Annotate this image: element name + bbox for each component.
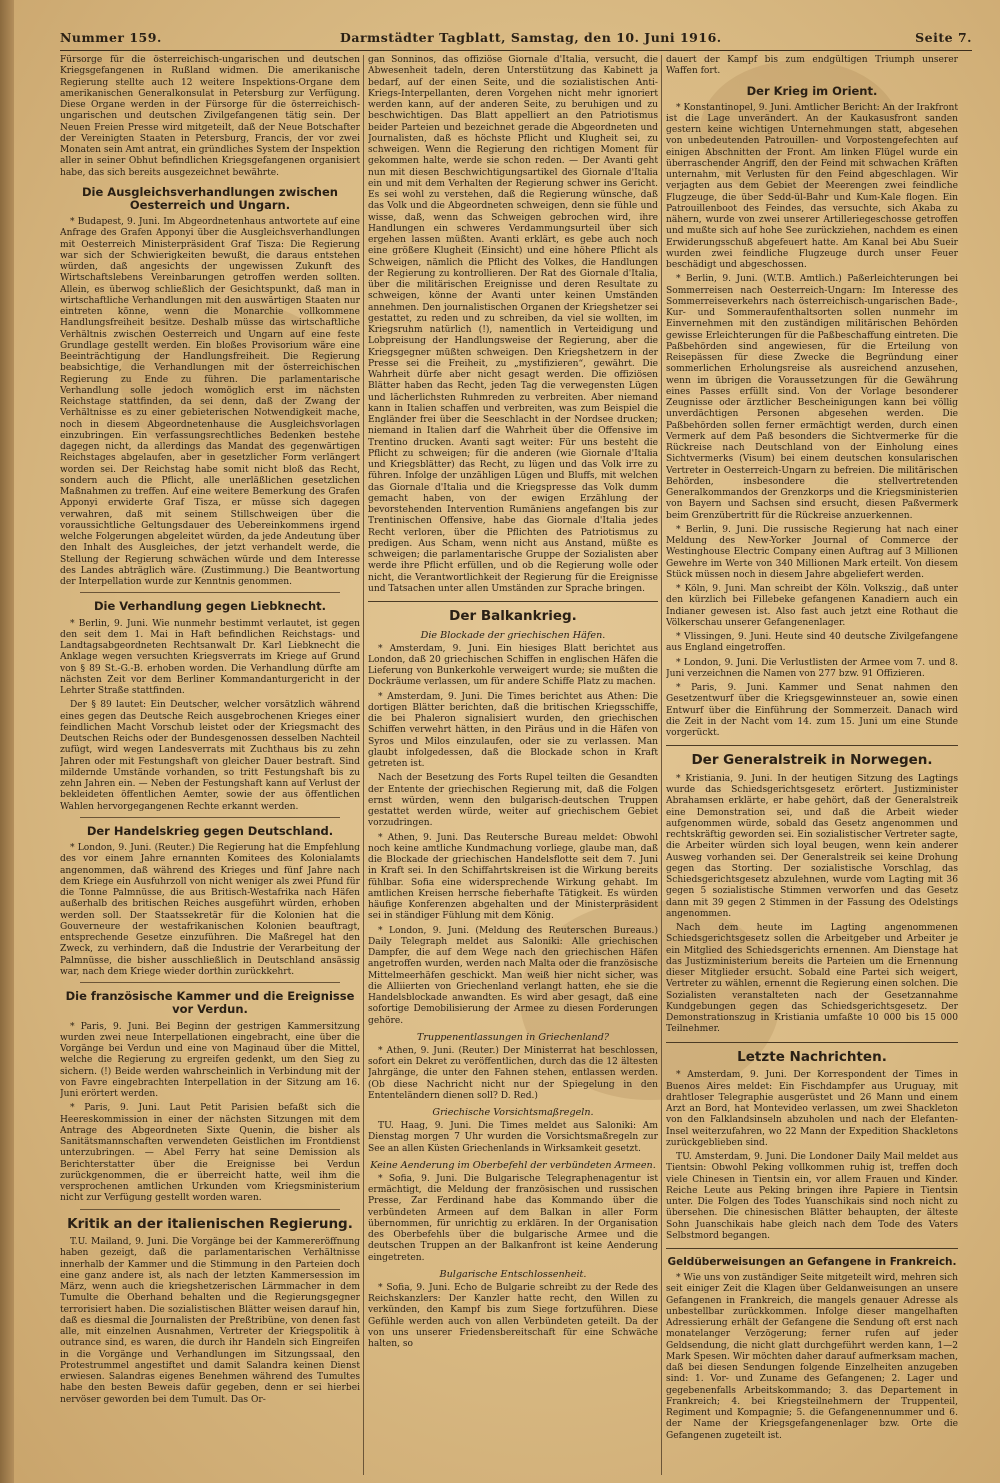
sub-headline: Truppenentlassungen in Griechenland? xyxy=(416,1031,609,1043)
article-headline: Der Krieg im Orient. xyxy=(746,83,878,98)
page-number: Seite 7. xyxy=(915,30,972,45)
article-headline: Die französische Kammer und die Ereignisse vor Verdun. xyxy=(65,989,355,1017)
article-text: * Konstantinopel, 9. Juni. Amtlicher Bericht: An der Irakfront ist die Lage unverändert. An der Kaukasusfront sanden gestern keine wichtigen Unternehmungen statt, abgesehen von unbedeutenden Patrouillen- und Vorpostengefechten auf einigen Abschnitten der Front. Am linken Flügel wurde ein überraschender Angriff, den der Feind mit schwachen Kräften unternahm, mit Verlusten für den Feind abgeschlagen. Wir verjagten aus dem Gebiet der Meerengen zwei feindliche Flugzeuge, die über Sedd-ül-Bahr und Kum-Kale flogen. Ein Patrouillenboot des Feindes, das versuchte, sich Akaba zu nähern, wurde von zwei unserer Artilleriegeschosse getroffen und mußte sich auf hohe See zurückziehen, nachdem es einen Erwiderungsschuß abgefeuert hatte. Am Kanal bei Abu Sueir wurden zwei feindliche Flugzeuge durch unser Feuer beschädigt und abgeschossen. xyxy=(666,102,958,271)
article-text: * Amsterdam, 9. Juni. Die Times berichtet aus Athen: Die dortigen Blätter berichten, daß die britischen Kriegsschiffe, die bei Phaleron signalisiert wurden, den griechischen Schiffen verwehrt hätten, in den Piräus und in die Häfen von Syros und Milos einzulaufen, oder sie zu verlassen. Man glaubt infolgedessen, daß die Blockade schon in Kraft getreten ist. xyxy=(368,691,658,770)
article-text: * Amsterdam, 9. Juni. Ein hiesiges Blatt berichtet aus London, daß 20 griechischen Schiffen in englischen Häfen die Lieferung von Bunkerkohle verweigert wurde; sie mußten die Dockräume verlassen, um für andere Schiffe Platz zu machen. xyxy=(368,643,658,688)
column-rule xyxy=(363,55,364,1475)
article-headline: Der Handelskrieg gegen Deutschland. xyxy=(86,823,334,838)
article-text: * Sofia, 9. Juni. Echo de Bulgarie schreibt zu der Rede des Reichskanzlers: Der Kanzler hatte recht, den Willen zu verkünden, den Kampf bis zum Siege fortzuführen. Diese Gefühle werden auch von allen Verbündeten geteilt. Da der von uns unserer Friedensbereitschaft für eine Schwäche halten, so xyxy=(368,1282,658,1350)
masthead: Darmstädter Tagblatt, Samstag, den 10. Juni 1916. xyxy=(340,30,722,45)
article-text: * Berlin, 9. Juni. Die russische Regierung hat nach einer Meldung des New-Yorker Journal of Commerce der Westinghouse Electric Company einen Auftrag auf 3 Millionen Gewehre im Werte von 340 Millionen Mark erteilt. Von diesem Stück müssen noch in diesem Jahre abgeliefert werden. xyxy=(666,524,958,580)
column-1 xyxy=(60,55,360,1475)
article-headline: Die Verhandlung gegen Liebknecht. xyxy=(93,599,326,614)
article-text: * London, 9. Juni. (Meldung des Reuterschen Bureaus.) Daily Telegraph meldet aus Saloniki: Alle griechischen Dampfer, die auf dem Wege nach den griechischen Häfen angetroffen wurden, werden nach Malta oder die französische Mittelmeerhäfen geschickt. Man weiß hier nicht sicher, was die Alliierten von Griechenland verlangt hatten, ehe sie die Handelsblockade anwandten. Es wird aber gesagt, daß eine sofortige Demobilisierung der Armee zu diesen Forderungen gehöre. xyxy=(368,925,658,1026)
divider xyxy=(80,982,340,983)
article-headline: Die Ausgleichsverhandlungen zwischen Oesterreich und Ungarn. xyxy=(82,184,338,212)
sub-headline: Bulgarische Entschlossenheit. xyxy=(439,1268,587,1280)
article-text: * Sofia, 9. Juni. Die Bulgarische Telegraphenagentur ist ermächtigt, die Meldung der französischen und russischen Presse, Zar Ferdinand habe das Kommando über die verbündeten Armeen auf dem Balkan in aller Form übernommen, für unrichtig zu erklären. In der Organisation des Oberbefehls über die bulgarische Armee und die deutschen Truppen an der Balkanfront ist keine Aenderung eingetreten. xyxy=(368,1173,658,1263)
page-header xyxy=(60,30,972,48)
article-text: * Amsterdam, 9. Juni. Der Korrespondent der Times in Buenos Aires meldet: Ein Fischdampfer aus Uruguay, mit drahtloser Telegraphie ausgerüstet und 26 Mann und einem Arzt an Bord, hat Montevideo verlassen, um zwei Shackleton von den Falklandsinseln abzuholen und nach der Elefanten-Insel weiterzufahren, wo 22 Mann der Expedition Shackletons zurückgeblieben sind. xyxy=(666,1070,958,1148)
sub-headline: Keine Aenderung im Oberbefehl der verbündeten Armeen. xyxy=(370,1159,656,1171)
article-text: Nach dem heute im Lagting angenommenen Schiedsgerichtsgesetz sollen die Arbeitgeber und Arbeiter je ein Mitglied des Schiedsgerichts ernennen. Am Dienstage hat das Justizministerium bereits die Parteien um die Ernennung dieser Mitglieder ersucht. Sobald eine Partei sich weigert, Vertreter zu wählen, ernennt die Regierung einen solchen. Die Sozialisten veranstalteten nach der Gesetzannahme Kundgebungen gegen das Schiedsgerichtsgesetz. Der Demonstrationszug in Kristiania umfaßte 10 000 bis 15 000 Teilnehmer. xyxy=(666,923,958,1035)
binding-edge xyxy=(0,0,14,1483)
article-text: dauert der Kampf bis zum endgültigen Triumph unserer Waffen fort. xyxy=(666,55,958,77)
sub-headline: Griechische Vorsichtsmaßregeln. xyxy=(432,1107,594,1119)
column-rule xyxy=(661,55,662,1475)
divider xyxy=(80,1209,340,1210)
article-text: * London, 9. Juni. Die Verlustlisten der Armee vom 7. und 8. Juni verzeichnen die Namen von 277 bzw. 91 Offizieren. xyxy=(666,657,958,679)
article-text: * Berlin, 9. Juni. Wie nunmehr bestimmt verlautet, ist gegen den seit dem 1. Mai in Haft befindlichen Reichstags- und Landtagsabgeordneten Rechtsanwalt Dr. Karl Liebknecht die Anklage wegen versuchten Kriegsverrats im Kriege auf Grund von § 89 St.-G.-B. erhoben worden. Die Verhandlung dürfte am nächsten Zeit vor dem Berliner Kommandanturgericht in der Lehrter Straße stattfinden. xyxy=(60,618,360,697)
divider xyxy=(666,745,958,746)
article-text: * Paris, 9. Juni. Laut Petit Parisien befaßt sich die Heereskommission in einer der nächsten Sitzungen mit dem Antrage des Abgeordneten Sixte Quenin, die bisher als Sanitätsmannschaften verwendeten Geistlichen im Frontdienst unterzubringen. — Abel Ferry hat seine Demission als Berichterstatter über die Ereignisse bei Verdun zurückgenommen, die er überreicht hatte, weil ihm die versprochenen amtlichen Urkunden vom Kriegsministerium nicht zur Verfügung gestellt worden waren. xyxy=(60,1103,360,1204)
article-text: Der § 89 lautet: Ein Deutscher, welcher vorsätzlich während eines gegen das Deutsche Reich ausgebrochenen Krieges einer feindlichen Macht Vorschub leistet oder der Kriegsmacht des Deutschen Reichs oder der Bundesgenossen desselben Nachteil zufügt, wird wegen Landesverrats mit Zuchthaus bis zu zehn Jahren oder mit Festungshaft von gleicher Dauer bestraft. Sind mildernde Umstände vorhanden, so tritt Festungshaft bis zu zehn Jahren ein. — Neben der Festungshaft kann auf Verlust der bekleideten öffentlichen Aemter, sowie der aus öffentlichen Wahlen hervorgegangenen Rechte erkannt werden. xyxy=(60,700,360,812)
article-text: T.U. Mailand, 9. Juni. Die Vorgänge bei der Kammereröffnung haben gezeigt, daß die parlamentarischen Verhältnisse innerhalb der Kammer und die Stimmung in den Parteien doch eine ganz andere ist, als nach der letzten Kammersession im März, wenn auch die kriegshetzerischen Lärmmacher in dem Tumulte die Oberhand behalten und die Regierungsgegner terrorisiert haben. Die sozialistischen Blätter weisen darauf hin, daß es diesmal die Journalisten der Preßtribüne, von denen fast alle, mit einzelnen Ausnahmen, Vertreter der Kriegspolitik à outrance sind, es waren, die durch ihr Handeln sich Eingreifen in die Vorgänge und Verhandlungen im Sitzungssaal, den Protestrummel angestiftet und damit Salandra keinen Dienst erwiesen. Salandras eigenes Benehmen während des Tumultes habe den besten Beweis dafür gegeben, denn er sei hierbei nervöser geworden bei dem Tumult. Das Or- xyxy=(60,1237,360,1405)
sub-headline: Die Blockade der griechischen Häfen. xyxy=(420,629,606,641)
article-text: gan Sonninos, das offiziöse Giornale d'Italia, versucht, die Abwesenheit tadeln, deren Unterstützung das Kabinett ja bedarf, auf der einen Seite, und die sozialistischen Anti-Kriegs-Interpellanten, deren Vorgehen nicht mehr ignoriert werden kann, auf der anderen Seite, zu beruhigen und zu beschwichtigen. Das Blatt appelliert an den Patriotismus beider Parteien und bezeichnet gerade die Abgeordneten und Journalisten, daß es höchste Pflicht und Klugheit sei, zu schweigen. Wenn die Regierung den richtigen Moment für gekommen halte, werde sie schon reden. — Der Avanti geht nun mit diesen Beschwichtigungsartikel des Giornale d'Italia ein und mit dem Verhalten der Regierung schwer ins Gericht. Es sei wohl zu verstehen, daß die Regierung wünsche, daß das Volk und die Abgeordneten schweigen, denn sie fühle und wisse, daß, wenn das Schweigen gebrochen wird, ihre Handlungen ein schweres Verdammungsurteil über sich ergehen lassen müßten. Avanti erklärt, es gebe auch noch eine größere Klugheit (Einsicht) und eine höhere Pflicht als Schweigen, nämlich die Pflicht des Volkes, die Handlungen der Regierung zu kontrollieren. Der Rat des Giornale d'Italia, über die militärischen Ereignisse und deren Resultate zu schweigen, könne der Avanti unter keinen Umständen annehmen. Den journalistischen Organen der Kriegshetzer sei gestattet, zu reden und zu schreiben, da viel sie wollten, im Kriegsruhm natürlich (!), namentlich in Verteidigung und Lobpreisung der Handlungsweise der Regierung, aber die Kriegsgegner müßten schweigen. Den Kriegshetzern in der Presse sei die Freiheit, zu „mystifizieren“, gewährt. Die Wahrheit dürfe aber nicht gesagt werden. Die offiziösen Blätter haben das Recht, jeden Tag die verwegensten Lügen und lächerlichsten Ruhmreden zu verbreiten. Aber niemand kann in Italien schaffen und verbreiten, was zum Beispiel die Engländer frei über die Seeschlacht in der Nordsee drucken; niemand in Italien darf die Wahrheit über die Offensive im Trentino drucken. Avanti sagt weiter: Für uns besteht die Pflicht zu schweigen; für die anderen (wie Giornale d'Italia und Kriegsblätter) das Recht, zu lügen und das Volk irre zu führen. Infolge der unzähligen Lügen und Bluffs, mit welchen das Giornale d'Italia und die Kriegspresse das Volk dumm gemacht haben, von der ewigen Erzählung der bevorstehenden Intervention Rumäniens angefangen bis zur Trentinischen Offensive, habe das Giornale d'Italia jedes Recht verloren, über die Pflichten des Patriotismus zu predigen. Aus Scham, wenn nicht aus Anstand, müßte es schweigen; die parlamentarische Gruppe der Sozialisten aber werde ihre Pflicht erfüllen, und ob die Regierung wolle oder nicht, die Verantwortlichkeit der Regierung für die Ereignisse und Tatsachen unter allen Umständen zur Sprache bringen. xyxy=(368,55,658,594)
column-3 xyxy=(666,55,958,1475)
header-rule xyxy=(60,50,972,51)
article-text: * Athen, 9. Juni. (Reuter.) Der Ministerrat hat beschlossen, sofort ein Dekret zu veröffentlichen, durch das die 12 ältesten Jahrgänge, die unter den Fahnen stehen, entlassen werden. (Ob diese Nachricht nicht nur der Spiegelung in den Ententeländern dienen soll? D. Red.) xyxy=(368,1045,658,1101)
divider xyxy=(666,1042,958,1043)
article-headline: Der Balkankrieg. xyxy=(449,608,577,624)
article-text: * Köln, 9. Juni. Man schreibt der Köln. Volkszig., daß unter den kürzlich bei Fillebeke gefangenen Kanadiern auch ein Indianer gewesen ist. Also fast auch jetzt eine Rothaut die Völkerschau unserer Gefangenenlager. xyxy=(666,584,958,628)
article-text: * Berlin, 9. Juni. (W.T.B. Amtlich.) Paßerleichterungen bei Sommerreisen nach Oesterreich-Ungarn: Im Interesse des Sommerreiseverkehrs nach österreichisch-ungarischen Bade-, Kur- und Sommeraufenthaltsorten sollen nunmehr im Einvernehmen mit den zuständigen militärischen Behörden gewisse Erleichterungen für die Paßbeschaffung eintreten. Die Paßbehörden sind angewiesen, für die Erteilung von Reisepässen für diese Zwecke die Begründung einer sommerlichen Erholungsreise als ausreichend anzusehen, wenn im übrigen die Voraussetzungen für die Gewährung eines Passes erfüllt sind. Von der Vorlage besonderer Zeugnisse oder ärztlicher Bescheinigungen kann bei völlig unverdächtigen Personen abgesehen werden. Die Paßbehörden sollen ferner ermächtigt werden, durch einen Vermerk auf dem Paß besonders die Sichtvermerke für die Rückreise nach Deutschland von der Einholung eines Sichtvermerks (Visum) bei einem deutschen konsularischen Vertreter in Oesterreich-Ungarn zu befreien. Die militärischen Behörden, insbesondere die stellvertretenden Generalkommandos der Grenzkorps und die Kriegsministerien von Bayern und Sachsen sind ersucht, diesen Paßvermerk beim Grenzübertritt für die Rückreise anzuerkennen. xyxy=(666,274,958,521)
article-text: Fürsorge für die österreichisch-ungarischen und deutschen Kriegsgefangenen in Rußland widmen. Die amerikanische Regierung stellte auch 12 weitere Inspektions-Organe dem amerikanischen Generalkonsulat in Petersburg zur Verfügung. Diese Organe werden in der Fürsorge für die österreichisch-ungarischen und deutschen Zivilgefangenen tätig sein. Der Neuen Freien Presse wird mitgeteilt, daß der Neue Botschafter der Vereinigten Staaten in Petersburg, Francis, der vor zwei Monaten sein Amt antrat, ein gründliches System der Inspektion aller in seiner Obhut befindlichen Kriegsgefangenen organisiert habe, das sich bereits ausgezeichnet bewährte. xyxy=(60,55,360,178)
article-text: * London, 9. Juni. (Reuter.) Die Regierung hat die Empfehlung des vor einem Jahre ernannten Komitees des Kolonialamts angenommen, daß während des Krieges und fünf Jahre nach dem Kriege ein Ausfuhrzoll von nicht weniger als zwei Pfund für die Tonne Palmnüsse, die aus Britisch-Westafrika nach Häfen außerhalb des britischen Reiches ausgeführt würden, erhoben werden soll. Der Staatssekretär für die Kolonien hat die Gouverneure der westafrikanischen Kolonien beauftragt, entsprechende Gesetze einzuführen. Die Maßregel hat den Zweck, zu verhindern, daß die Industrie der Verarbeitung der Palmnüsse, die bisher ausschließlich in Deutschland ansässig war, nach dem Kriege wieder dorthin zurückkehrt. xyxy=(60,843,360,977)
article-text: * Kristiania, 9. Juni. In der heutigen Sitzung des Lagtings wurde das Schiedsgerichtsgesetz erörtert. Justizminister Abrahamsen erklärte, er habe gehört, daß der Generalstreik eine Demonstration sei, und daß die Arbeit wieder aufgenommen würde, sobald das Gesetz angenommen und rechtskräftig geworden sei. Ein sozialistischer Vertreter sagte, die Arbeiter würden sich loyal beugen, wenn kein anderer Ausweg vorhanden sei. Der Generalstreik sei keine Drohung gegen das Storting. Der sozialistische Vorschlag, das Schiedsgerichtsgesetz abzulehnen, wurde vom Lagting mit 36 gegen 5 sozialistische Stimmen verworfen und das Gesetz dann mit 39 gegen 2 Stimmen in der Fassung des Odelstings angenommen. xyxy=(666,773,958,919)
article-text: TU. Amsterdam, 9. Juni. Die Londoner Daily Mail meldet aus Tientsin: Obwohl Peking vollkommen ruhig ist, treffen doch viele Chinesen in Tientsin ein, vor allem Frauen und Kinder. Reiche Leute aus Peking bringen ihre Papiere in Tientsin unter. Die Folgen des Todes Yuanschikais sind noch nicht zu übersehen. Die chinesischen Blätter behaupten, der älteste Sohn Juanschikais habe gleich nach dem Tode des Vaters Selbstmord begangen. xyxy=(666,1152,958,1241)
article-text: * Paris, 9. Juni. Kammer und Senat nahmen den Gesetzentwurf über die Kriegsgewinnsteuer an, sowie einen Entwurf über die Einführung der Sommerzeit. Danach wird die Zeit in der Nacht vom 14. zum 15. Juni um eine Stunde vorgerückt. xyxy=(666,683,958,739)
article-text: * Paris, 9. Juni. Bei Beginn der gestrigen Kammersitzung wurden zwei neue Interpellationen eingebracht, eine über die Vorgänge bei Verdun und eine von Maginaud über die Mittel, welche die Regierung zu ergreifen gedenkt, um den Sieg zu sichern. (!) Beide werden wahrscheinlich in Verbindung mit der von Favre eingebrachten Interpellation in der Sitzung am 16. Juni erörtert werden. xyxy=(60,1021,360,1100)
article-text: * Budapest, 9. Juni. Im Abgeordnetenhaus antwortete auf eine Anfrage des Grafen Apponyi über die Ausgleichsverhandlungen mit Oesterreich Ministerpräsident Graf Tisza: Die Regierung war sich der Schwierigkeiten bewußt, die daraus entstehen würden, daß angesichts der ungewissen Zukunft des Wirtschaftslebens Vereinbarungen getroffen werden sollten. Allein, es überwog schließlich der Gesichtspunkt, daß man in wirtschaftliche Verhandlungen mit den auswärtigen Staaten nur eintreten könne, wenn die Monarchie vollkommene Handlungsfreiheit besitze. Deshalb müsse das wirtschaftliche Verhältnis zwischen Oesterreich und Ungarn auf eine feste Grundlage gestellt werden. Ein bloßes Provisorium wäre eine Beeinträchtigung der Handlungsfreiheit. Die Regierung beabsichtige, die Verhandlungen mit der österreichischen Regierung zu Ende zu führen. Die parlamentarische Verhandlung solle jedoch womöglich erst im nächsten Reichstage stattfinden, da sei denn, daß der Zwang der Verhältnisse es zu einer gebieterischen Notwendigkeit mache, noch in diesem Abgeordnetenhause die Ausgleichsvorlagen einzubringen. Ein verfassungsrechtliches Bedenken bestehe dagegen nicht, da allerdings das Mandat des gegenwärtigen Reichstages abgelaufen, aber in gesetzlicher Form verlängert worden sei. Der Reichstag habe somit nicht bloß das Recht, sondern auch die Pflicht, alle unerläßlichen gesetzlichen Maßnahmen zu treffen. Auf eine weitere Bemerkung des Grafen Apponyi erwiderte Graf Tisza, er müsse sich dagegen verwahren, daß mit seinem Stillschweigen über die voraussichtliche Geltungsdauer des Uebereinkommens irgend welche Folgerungen abgeleitet würden, da jede Andeutung über den Inhalt des Ausgleiches, der jetzt verhandelt werde, die Stellung der Regierung schwächen würde und dem Interesse des Landes abträglich wäre. (Zustimmung.) Die Beantwortung der Interpellation wurde zur Kenntnis genommen. xyxy=(60,217,360,588)
article-text: * Vlissingen, 9. Juni. Heute sind 40 deutsche Zivilgefangene aus England eingetroffen. xyxy=(666,632,958,654)
divider xyxy=(368,601,658,602)
article-text: * Wie uns von zuständiger Seite mitgeteilt wird, mehren sich seit einiger Zeit die Klagen über Geldanweisungen an unsere Gefangenen in Frankreich, die mangels genauer Adresse als unbestellbar zurückkommen. Infolge dieser mangelhaften Adressierung erhält der Gefangene die Sendung oft erst nach monatelanger Verzögerung; ferner rufen auf jeder Geldsendung, die nicht glatt durchgeführt werden kann, 1—2 Mark Spesen. Wir möchten daher darauf aufmerksam machen, daß bei diesen Sendungen folgende Einzelheiten anzugeben sind: 1. Vor- und Zuname des Gefangenen; 2. Lager und gegebenenfalls Arbeitskommando; 3. das Departement in Frankreich; 4. bei Kriegsteilnehmern der Truppenteil, Regiment und Kompagnie; 5. die Gefangenennummer und 6. der Name der Kriegsgefangenenlager bzw. Orte die Gefangenen zugeteilt ist. xyxy=(666,1273,958,1441)
issue-number: Nummer 159. xyxy=(60,30,162,45)
article-headline: Letzte Nachrichten. xyxy=(737,1048,887,1065)
column-2 xyxy=(368,55,658,1475)
article-headline: Der Generalstreik in Norwegen. xyxy=(691,752,933,769)
article-text: Nach der Besetzung des Forts Rupel teilten die Gesandten der Entente der griechischen Regierung mit, daß die Folgen ernst würden, wenn den bulgarisch-deutschen Truppen gestattet werden würde, weiter auf griechischem Gebiet vorzudringen. xyxy=(368,773,658,829)
article-headline: Geldüberweisungen an Gefangene in Frankreich. xyxy=(667,1256,957,1268)
divider xyxy=(666,1248,958,1249)
article-text: TU. Haag, 9. Juni. Die Times meldet aus Saloniki: Am Dienstag morgen 7 Uhr wurden die Vorsichtsmaßregeln zur See an allen Küsten Griechenlands in Wirksamkeit gesetzt. xyxy=(368,1121,658,1154)
divider xyxy=(80,592,340,593)
divider xyxy=(80,817,340,818)
article-text: * Athen, 9. Juni. Das Reutersche Bureau meldet: Obwohl noch keine amtliche Kundmachung vorliege, glaube man, daß die Blockade der griechischen Handelsflotte seit dem 7. Juni in Kraft sei. In den Schiffahrtskreisen ist die Wirkung bereits fühlbar. Sofia eine widersprechende Wirkung gehabt. Im amtlichen Kreisen herrsche fieberhafte Tätigkeit. Es würden häufige Konferenzen abgehalten und der Ministerpräsident sei in ständiger Fühlung mit dem König. xyxy=(368,832,658,922)
article-headline: Kritik an der italienischen Regierung. xyxy=(67,1215,353,1232)
